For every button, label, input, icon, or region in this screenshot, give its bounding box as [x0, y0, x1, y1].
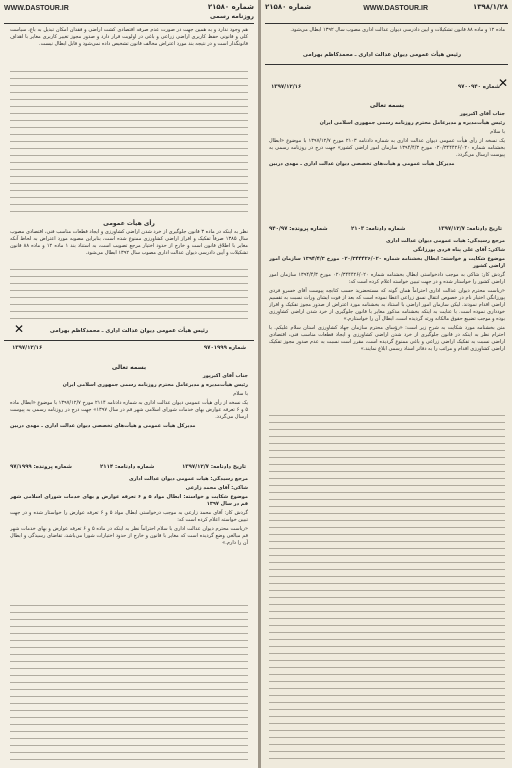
greeting: با سلام [490, 129, 505, 135]
sender: مدیرکل هیأت عمومی و هیأت‌های تخصصی دیوان عدالت اداری ـ مهدی دربین [10, 423, 196, 429]
header-rule [4, 23, 254, 24]
right-page-header [265, 3, 508, 21]
intro-paragraph: هم وجود ندارد و به همین جهت در صورت عدم صرفه اقتصادی کشت اراضی و فقدان امکان تبدیل به باغ، سیاست کلی و قانونی حفظ کاربری اراضی زراعی و باغی در اولویت قرار دارد و صدور مجوز تغییر کاربری مغایر با اهداف قانونگذار است و در نتیجه بند مورد اعتراض مخالف قانون تشخیص داده نمی‌شود و قابل ابطال نیست. [10, 27, 248, 47]
header-rule [265, 23, 508, 24]
signature: رئیس هیأت عمومی دیوان عدالت اداری ـ محمدکاظم بهرامی [302, 52, 462, 58]
site-url: WWW.DASTOUR.IR [4, 5, 69, 12]
issue-date: ۱۳۹۸/۱/۲۸ [472, 3, 508, 11]
letter-date: ۱۳۹۷/۱۲/۱۶ [12, 345, 43, 351]
addressee: جناب آقای اکبرپور [202, 373, 248, 379]
opinion-title: رأی هیأت عمومی [103, 220, 155, 227]
case-progress: گردش کار: آقای محمد زارعی به موجب درخواستی ابطال مواد ۵ و ۶ تعرفه عوارض را خواستار شده و در جهت تبیین خواسته اعلام کرده است که: [10, 510, 248, 523]
right-intro [269, 27, 505, 67]
site-url: WWW.DASTOUR.IR [363, 5, 428, 12]
addressee-role: رئیس هیأت‌مدیره و مدیرعامل محترم روزنامه رسمی جمهوری اسلامی ایران [62, 382, 248, 388]
greeting: با سلام [233, 391, 248, 397]
text-lines [10, 600, 248, 760]
plaintiff: شاکی: آقای علی پناه فردی پورزانگی [412, 247, 505, 253]
text-lines [269, 410, 505, 760]
section-rule [4, 340, 254, 341]
sender: مدیرکل هیأت عمومی و هیأت‌های تخصصی دیوان عدالت اداری ـ مهدی دربین [269, 161, 455, 167]
letter-block [10, 362, 248, 454]
case-date: تاریخ دادنامه: ۱۳۹۷/۱۲/۷ [438, 226, 502, 232]
file-number: شماره پرونده: ۹۷/۱۹۹۹ [10, 464, 72, 470]
issue-number: شماره ۲۱۵۸۰ [265, 3, 312, 11]
authority: مرجع رسیدگی: هیأت عمومی دیوان عدالت اداری [385, 238, 505, 244]
case-number: شماره دادنامه: ۲۱۰۳ [351, 226, 406, 232]
opinion-text: نظر به اینکه در ماده ۳ قانون جلوگیری از خرد شدن اراضی کشاورزی و ایجاد قطعات مناسب فنی، اقتصادی مصوب سال ۱۳۸۵ صرفاً تفکیک و افراز اراضی کشاورزی ممنوع شده است، بنابراین مصوبه مورد اعتراض به لحاظ آنکه مغایر با اطلاق قانون است و خارج از حدود اختیار مرجع تصویب است، به استناد بند ۱ ماده ۱۲ و ماده ۸۸ قانون تشکیلات و آیین دادرسی دیوان عدالت اداری مصوب سال ۱۳۹۲ ابطال می‌شود. [10, 229, 248, 256]
signature: رئیس هیأت عمومی دیوان عدالت اداری ـ محمدکاظم بهرامی [49, 328, 209, 334]
addressee-role: رئیس هیأت‌مدیره و مدیرعامل محترم روزنامه رسمی جمهوری اسلامی ایران [319, 120, 505, 126]
right-newspaper-page [261, 0, 512, 768]
letter-body: یک نسخه از رأی هیأت عمومی دیوان عدالت اداری به شماره دادنامه ۲۱۰۳ مورخ ۱۳۹۷/۱۲/۷ با موضوع «ابطال بخشنامه شماره ۰۲۰/۳۴۴۴۲۶/۰۲۰ مورخ ۱۳۹۴/۴/۳ سازمان امور اراضی کشور» جهت درج در روزنامه رسمی به پیوست ارسال می‌گردد. [269, 138, 505, 158]
intro-paragraph: ماده ۱۲ و ماده ۸۸ قانون تشکیلات و آیین دادرسی دیوان عدالت اداری مصوب سال ۱۳۹۲ ابطال می‌شود. [290, 27, 505, 33]
letter-number: شماره ۹۷۰۱۹۹۹ [203, 345, 246, 351]
letter-number: شماره ۹۷۰۰۹۴۰ [457, 84, 500, 90]
letter-body: یک نسخه از رأی هیأت عمومی دیوان عدالت اداری به شماره دادنامه ۲۱۱۴ مورخ ۱۳۹۷/۱۲/۷ با موضوع «ابطال ماده ۵ و ۶ تعرفه عوارض بهای خدمات شورای اسلامی شهر قم در سال ۱۳۹۷» جهت درج در روزنامه رسمی به پیوست ارسال می‌گردد. [10, 400, 248, 420]
letter-block [269, 100, 505, 220]
case-number: شماره دادنامه: ۲۱۱۴ [100, 464, 155, 470]
section-title: روزنامه رسمی [209, 13, 254, 20]
left-page-header [4, 3, 254, 21]
handwritten-check-mark: ✕ [497, 76, 508, 90]
basmala: بسمه تعالی [111, 364, 147, 371]
case-date: تاریخ دادنامه: ۱۳۹۷/۱۲/۷ [182, 464, 246, 470]
section-rule [265, 64, 508, 65]
plaintiff: شاکی: آقای محمد زارعی [185, 485, 248, 491]
letter-date: ۱۳۹۷/۱۲/۱۶ [271, 84, 302, 90]
complaint-letter: «ریاست محترم دیوان عدالت اداری احتراماً همان گونه که مستحضرید حسب کتابچه پیوست آقای خسرو فردی پورزانگی اختیار نام در خصوص انتقال نسق زراعی اعطا نموده است که بعد از فوت ایشان وراث نسبت به تقسیم اراضی اقدام نمودند. لیکن سازمان امور اراضی با استناد به بخشنامه مورد اعتراض از صدور مجوز تفکیک و افراز خودداری نموده است. با عنایت به اینکه بخشنامه مذکور مغایر با قانون جلوگیری از خرد شدن اراضی کشاورزی بوده و موجب تضییع حقوق مالکانه ورثه گردیده است، ابطال آن را خواستارم.» [269, 288, 505, 322]
authority: مرجع رسیدگی: هیأت عمومی دیوان عدالت اداری [128, 476, 248, 482]
closing-request: «ریاست محترم دیوان عدالت اداری با سلام احتراماً نظر به اینکه در ماده ۵ و ۶ تعرفه عوارض و بهای خدمات شهر قم مبالغی وضع گردیده است که مغایر با قانون و خارج از حدود اختیارات شورا می‌باشد، تقاضای رسیدگی و ابطال آن را دارم.» [10, 526, 248, 546]
circular-text: متن بخشنامه مورد شکایت به شرح زیر است: «رؤسای محترم سازمان جهاد کشاورزی استان سلام علیکم. با احترام نظر به اینکه در قانون جلوگیری از خرد شدن اراضی کشاورزی و ایجاد قطعات مناسب فنی، اقتصادی اراضی نسبت به تفکیک اراضی زراعی و باغی ممنوع گردیده است، مقرر است نسبت به عدم صدور مجوز تفکیک اراضی کشاورزی اقدام و مراتب را به دفاتر اسناد رسمی ابلاغ نمایند.» [269, 325, 505, 352]
subject: موضوع شکایت و خواسته: ابطال بخشنامه شماره ۰۲۰/۳۴۴۴۲۶/۰۲۰ مورخ ۱۳۹۴/۴/۳ سازمان امور اراضی کشور [269, 256, 505, 269]
issue-number: شماره ۲۱۵۸۰ [207, 3, 254, 11]
text-lines [10, 66, 248, 214]
case-progress: گردش کار: شاکی به موجب دادخواستی ابطال بخشنامه شماره ۰۲۰/۳۴۴۴۲۶/۰۲۰ مورخ ۱۳۹۴/۴/۳ سازمان امور اراضی کشور را خواستار شده و در جهت تبیین خواسته اعلام کرده است که: [269, 272, 505, 285]
subject: موضوع شکایت و خواسته: ابطال مواد ۵ و ۶ تعرفه عوارض و بهای خدمات شورای اسلامی شهر قم در سال ۱۳۹۷ [10, 494, 248, 507]
file-number: شماره پرونده: ۹۴۰/۹۷ [269, 226, 328, 232]
text-lines [10, 264, 248, 320]
handwritten-check-mark: ✕ [14, 322, 25, 336]
addressee: جناب آقای اکبرپور [459, 111, 505, 117]
basmala: بسمه تعالی [369, 102, 405, 109]
